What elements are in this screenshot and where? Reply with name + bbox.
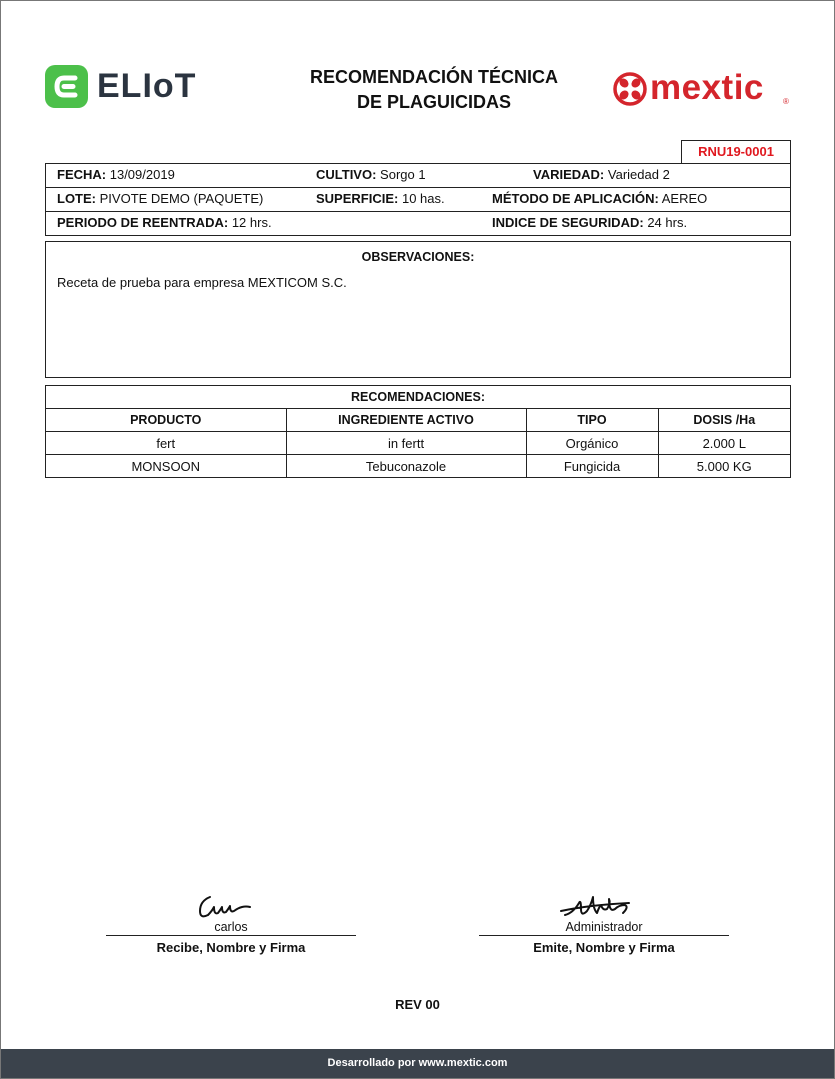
cultivo-field: [316, 164, 426, 186]
lote-value: PIVOTE DEMO (PAQUETE): [99, 191, 264, 206]
info-row: [46, 187, 790, 211]
fecha-label: FECHA:: [57, 167, 107, 182]
info-table: [45, 163, 791, 236]
reentrada-field: [57, 212, 272, 234]
fecha-field: [57, 164, 175, 186]
receiver-name: carlos: [214, 920, 248, 934]
issuer-name: Administrador: [565, 920, 643, 934]
seguridad-label: INDICE DE SEGURIDAD:: [492, 215, 644, 230]
fecha-value: 13/09/2019: [109, 167, 175, 182]
cell-tipo: Orgánico: [526, 432, 658, 455]
cultivo-value: Sorgo 1: [380, 167, 426, 182]
seguridad-field: [492, 212, 687, 234]
title-line-2: DE PLAGUICIDAS: [356, 92, 511, 112]
variedad-label: VARIEDAD:: [533, 167, 605, 182]
folio-number: RNU19-0001: [681, 140, 791, 164]
receiver-role: Recibe, Nombre y Firma: [156, 940, 306, 955]
revision-label: REV 00: [395, 997, 440, 1012]
column-header-ingrediente: INGREDIENTE ACTIVO: [286, 409, 526, 432]
cell-producto: MONSOON: [46, 455, 286, 478]
reentrada-label: PERIODO DE REENTRADA:: [57, 215, 229, 230]
mextic-logo-icon: [613, 72, 647, 106]
issuer-signature-image: [559, 891, 649, 923]
observations-box: [45, 241, 791, 378]
column-header-dosis: DOSIS /Ha: [658, 409, 790, 432]
footer-bar: [1, 1049, 834, 1078]
table-row: [46, 432, 790, 455]
recommendations-title: RECOMENDACIONES:: [46, 386, 790, 409]
variedad-field: [533, 164, 670, 186]
lote-label: LOTE:: [57, 191, 96, 206]
observations-title: OBSERVACIONES:: [361, 250, 475, 264]
superficie-label: SUPERFICIE:: [316, 191, 399, 206]
recommendations-table: [46, 409, 790, 477]
lote-field: [57, 188, 263, 210]
info-row: [46, 164, 790, 187]
cell-tipo: Fungicida: [526, 455, 658, 478]
column-header-producto: PRODUCTO: [130, 413, 202, 427]
reentrada-value: 12 hrs.: [231, 215, 272, 230]
recommendations-box: [45, 385, 791, 478]
cell-ingrediente: Tebuconazole: [286, 455, 526, 478]
cell-dosis: 5.000 KG: [658, 455, 790, 478]
observations-text: Receta de prueba para empresa MEXTICOM S.C.: [57, 275, 347, 290]
footer-text: Desarrollado por www.mextic.com: [327, 1057, 508, 1069]
mextic-logo: [613, 67, 803, 111]
title-line-1: RECOMENDACIÓN TÉCNICA: [309, 67, 558, 87]
seguridad-value: 24 hrs.: [647, 215, 688, 230]
cell-producto: fert: [46, 432, 286, 455]
document-title: [269, 65, 599, 115]
metodo-label: MÉTODO DE APLICACIÓN:: [492, 191, 659, 206]
variedad-value: Variedad 2: [607, 167, 670, 182]
metodo-field: [492, 188, 707, 210]
eliot-logo-text: ELIoT: [97, 67, 197, 105]
superficie-field: [316, 188, 445, 210]
metodo-value: AEREO: [661, 191, 708, 206]
receiver-signature-image: [196, 891, 266, 923]
superficie-value: 10 has.: [401, 191, 445, 206]
cell-ingrediente: in fertt: [286, 432, 526, 455]
column-header-tipo: TIPO: [526, 409, 658, 432]
issuer-signature-block: [479, 891, 729, 955]
table-header-row: [46, 409, 790, 432]
issuer-signature-line: [479, 935, 729, 936]
cell-dosis: 2.000 L: [658, 432, 790, 455]
mextic-logo-text: mextic: [650, 68, 764, 107]
info-row: [46, 211, 790, 235]
mextic-registered-mark: ®: [783, 97, 789, 106]
eliot-logo-icon: [45, 65, 88, 108]
receiver-signature-block: [106, 891, 356, 955]
issuer-role: Emite, Nombre y Firma: [533, 940, 675, 955]
receiver-signature-line: [106, 935, 356, 936]
table-row: [46, 455, 790, 478]
cultivo-label: CULTIVO:: [316, 167, 377, 182]
eliot-logo: [45, 65, 225, 111]
